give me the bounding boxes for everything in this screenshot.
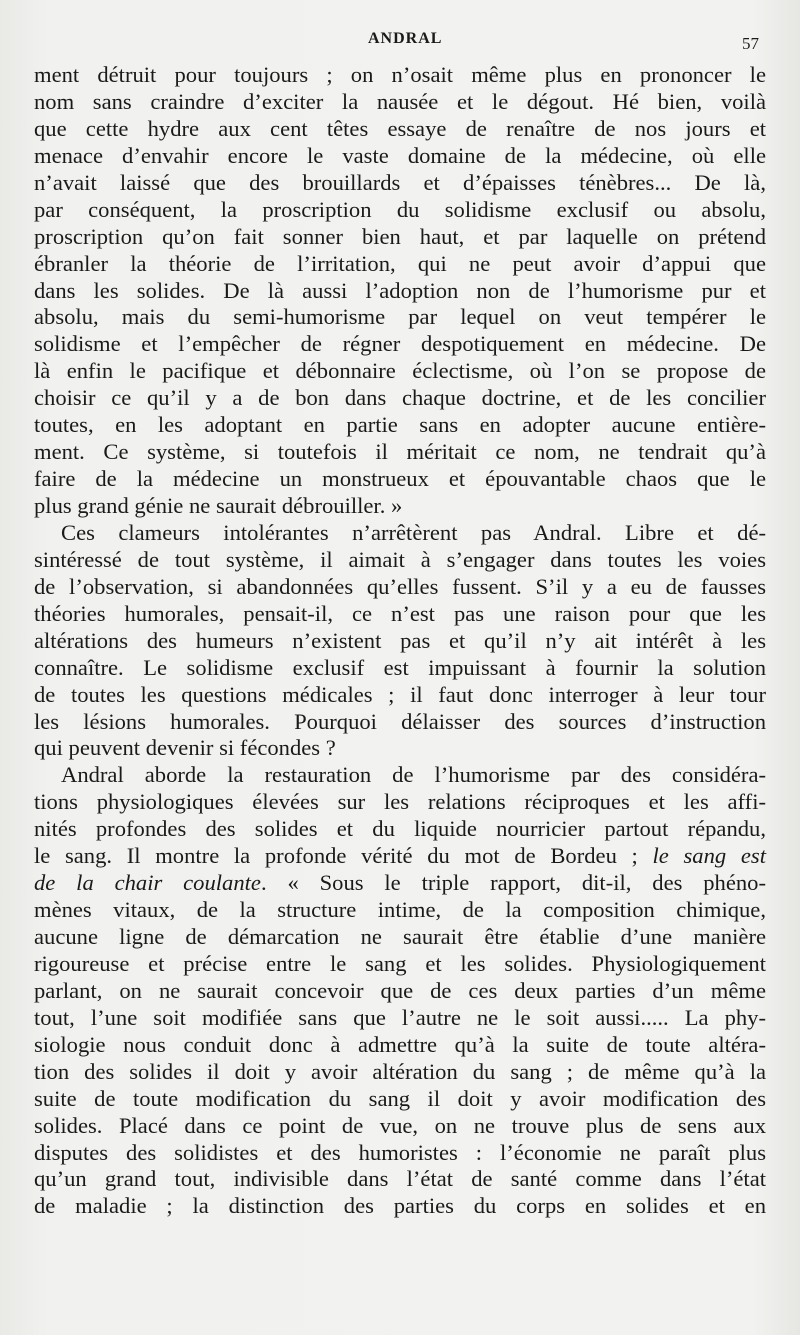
line-text: toutes, en les adoptant en partie sans en adopter aucune entière- <box>34 412 766 438</box>
line-text: ment. Ce système, si toutefois il méritait ce nom, ne tendrait qu’à <box>34 439 766 465</box>
line-text: n’avait laissé que des brouillards et d’épaisses ténèbres... De là, <box>34 169 766 195</box>
text-line <box>34 143 766 170</box>
line-text: dans les solides. De là aussi l’adoption non de l’humorisme pur et <box>34 277 766 303</box>
line-text: par conséquent, la proscription du solidisme exclusif ou absolu, <box>34 196 766 222</box>
text-line <box>34 1005 766 1032</box>
line-text: . « Sous le triple rapport, dit-il, des phéno- <box>260 870 766 896</box>
line-text: Andral aborde la restauration de l’humorisme par des considéra- <box>61 762 766 788</box>
text-line <box>34 439 766 466</box>
line-text: nités profondes des solides et du liquide nourricier partout répandu, <box>34 816 766 842</box>
line-text: tion des solides il doit y avoir altération du sang ; de même qu’à la <box>34 1058 766 1084</box>
line-text: théories humorales, pensait-il, ce n’est pas une raison pour que les <box>34 600 766 626</box>
text-line <box>34 628 766 655</box>
text-line <box>34 331 766 358</box>
line-text: choisir ce qu’il y a de bon dans chaque doctrine, et de les concilier <box>34 385 766 411</box>
running-head: ANDRAL <box>368 30 443 47</box>
text-line <box>34 62 766 89</box>
line-text: faire de la médecine un monstrueux et épouvantable chaos que le <box>34 466 766 492</box>
page-number: 57 <box>742 34 759 53</box>
line-text: tout, l’une soit modifiée sans que l’autre ne le soit aussi..... La phy- <box>34 1004 766 1030</box>
text-line <box>34 251 766 278</box>
text-line <box>34 951 766 978</box>
text-line <box>34 978 766 1005</box>
line-text: mènes vitaux, de la structure intime, de la composition chimique, <box>34 897 766 923</box>
line-text: nom sans craindre d’exciter la nausée et le dégout. Hé bien, voilà <box>34 88 766 114</box>
line-text: proscription qu’on fait sonner bien haut, et par laquelle on prétend <box>34 223 766 249</box>
line-text: solidisme et l’empêcher de régner despotiquement en médecine. De <box>34 331 766 357</box>
line-text: de toutes les questions médicales ; il faut donc interroger à leur tour <box>34 681 766 707</box>
text-line <box>34 385 766 412</box>
text-line <box>34 924 766 951</box>
text-line <box>34 709 766 736</box>
line-text: plus grand génie ne saurait débrouiller. » <box>34 493 403 518</box>
text-line <box>34 170 766 197</box>
text-line <box>34 89 766 116</box>
line-text: le sang. Il montre la profonde vérité du mot de Bordeu ; <box>34 843 638 869</box>
line-text: Ces clameurs intolérantes n’arrêtèrent pas Andral. Libre et dé- <box>61 519 766 545</box>
text-line <box>34 116 766 143</box>
line-text: qu’un grand tout, indivisible dans l’état de santé comme dans l’état <box>34 1166 766 1192</box>
text-line <box>34 1193 766 1220</box>
text-line <box>34 655 766 682</box>
text-line <box>34 1166 766 1193</box>
line-text: que cette hydre aux cent têtes essaye de renaître de nos jours et <box>34 115 766 141</box>
text-line <box>34 789 766 816</box>
line-text: solides. Placé dans ce point de vue, on ne trouve plus de sens aux <box>34 1112 766 1138</box>
line-text: rigoureuse et précise entre le sang et les solides. Physiologiquement <box>34 950 766 976</box>
line-text: qui peuvent devenir si fécondes ? <box>34 735 336 761</box>
text-line <box>34 412 766 439</box>
line-text: sintéressé de tout système, il aimait à s’engager dans toutes les voies <box>34 546 766 572</box>
text-line <box>34 870 766 897</box>
italic-quote: de la chair coulante <box>34 870 261 896</box>
text-line <box>34 816 766 843</box>
text-line <box>34 547 766 574</box>
text-line <box>34 1032 766 1059</box>
line-text: disputes des solidistes et des humoristes : l’économie ne paraît plus <box>34 1139 766 1165</box>
text-line <box>34 735 766 762</box>
body-text <box>34 62 766 1220</box>
text-line <box>34 1140 766 1167</box>
text-line <box>34 197 766 224</box>
line-text: absolu, mais du semi-humorisme par lequel on veut tempérer le <box>34 304 766 330</box>
text-line <box>34 224 766 251</box>
text-line <box>34 574 766 601</box>
text-line <box>34 1113 766 1140</box>
line-text: ment détruit pour toujours ; on n’osait même plus en prononcer le <box>34 62 766 87</box>
line-text: menace d’envahir encore le vaste domaine de la médecine, où elle <box>34 142 766 168</box>
line-text: parlant, on ne saurait concevoir que de ces deux parties d’un même <box>34 977 766 1003</box>
line-text: tions physiologiques élevées sur les relations réciproques et les affi- <box>34 789 766 815</box>
text-line <box>34 520 766 547</box>
text-line <box>34 843 766 870</box>
text-line <box>34 466 766 493</box>
text-line <box>34 1059 766 1086</box>
line-text: aucune ligne de démarcation ne saurait être établie d’une manière <box>34 924 766 949</box>
text-line <box>34 897 766 924</box>
line-text: les lésions humorales. Pourquoi délaisser des sources d’instruction <box>34 708 766 734</box>
text-line <box>34 1086 766 1113</box>
text-line <box>34 358 766 385</box>
text-line <box>34 682 766 709</box>
line-text: suite de toute modification du sang il doit y avoir modification des <box>34 1085 766 1111</box>
text-line <box>34 304 766 331</box>
line-text: altérations des humeurs n’existent pas et qu’il n’y ait intérêt à les <box>34 627 766 653</box>
line-text: connaître. Le solidisme exclusif est impuissant à fournir la solution <box>34 654 766 680</box>
line-text: ébranler la théorie de l’irritation, qui ne peut avoir d’appui que <box>34 250 766 276</box>
line-text: là enfin le pacifique et débonnaire éclectisme, où l’on se propose de <box>34 358 766 384</box>
italic-quote: le sang est <box>652 843 766 869</box>
text-line <box>34 762 766 789</box>
line-text: siologie nous conduit donc à admettre qu’à la suite de toute altéra- <box>34 1031 766 1057</box>
text-line <box>34 278 766 305</box>
line-text: de maladie ; la distinction des parties du corps en solides et en <box>34 1193 766 1219</box>
text-line <box>34 493 766 520</box>
text-line <box>34 601 766 628</box>
line-text: de l’observation, si abandonnées qu’elles fussent. S’il y a eu de fausses <box>34 573 766 599</box>
page-header <box>0 30 800 56</box>
